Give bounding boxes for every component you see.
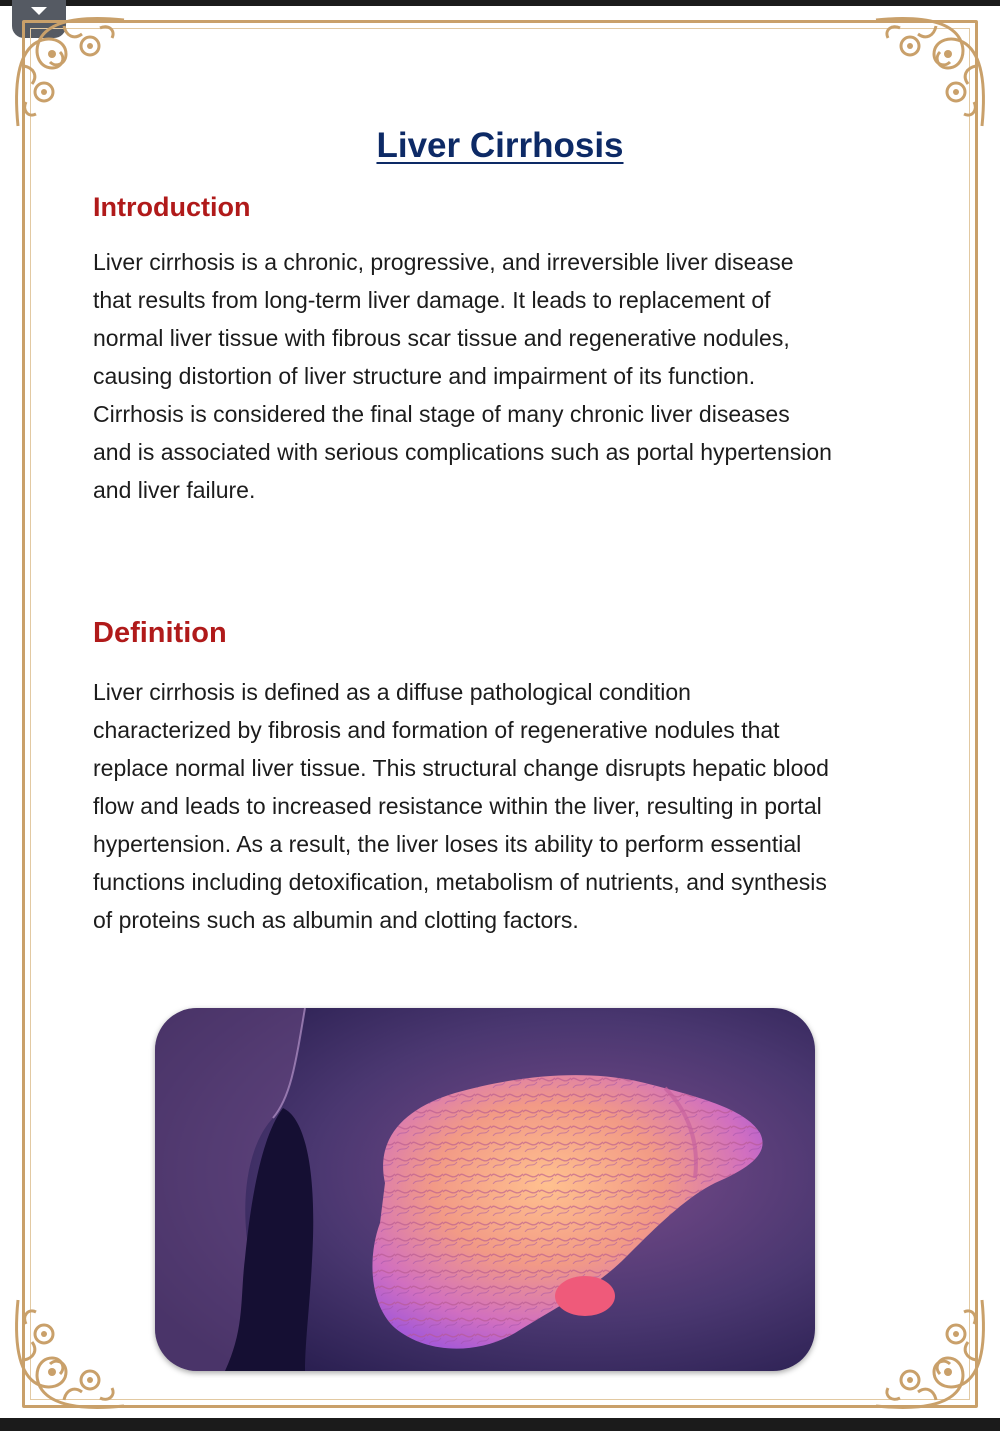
liver-illustration bbox=[155, 1008, 815, 1371]
section-text-definition: Liver cirrhosis is defined as a diffuse pathological condition characterized by fibrosis and formation of regenerative nodules that replace normal liver tissue. This structural change disrupts hepatic blood flow and leads to increased resistance within the liver, resulting in portal hypertension. As a result, the liver loses its ability to perform essential functions including detoxification, metabolism of nutrients, and synthesis of proteins such as albumin and clotting factors. bbox=[93, 679, 829, 933]
ornament-icon bbox=[4, 6, 134, 136]
page-title-text: Liver Cirrhosis bbox=[376, 126, 624, 165]
page-title bbox=[0, 126, 1000, 166]
section-heading-introduction: Introduction bbox=[93, 192, 251, 222]
section-text-introduction: Liver cirrhosis is a chronic, progressive, and irreversible liver disease that results from long-term liver damage. It leads to replacement of normal liver tissue with fibrous scar tissue and regenerative nodules, causing distortion of liver structure and impairment of its function. Cirrhosis is considered the final stage of many chronic liver diseases and is associated with serious complications such as portal hypertension and liver failure. bbox=[93, 249, 832, 503]
bottom-bar bbox=[0, 1418, 1000, 1431]
ornament-icon bbox=[866, 6, 996, 136]
section-heading-definition: Definition bbox=[93, 617, 227, 649]
top-bar bbox=[0, 0, 1000, 6]
ornament-icon bbox=[4, 1290, 134, 1420]
ornament-icon bbox=[866, 1290, 996, 1420]
